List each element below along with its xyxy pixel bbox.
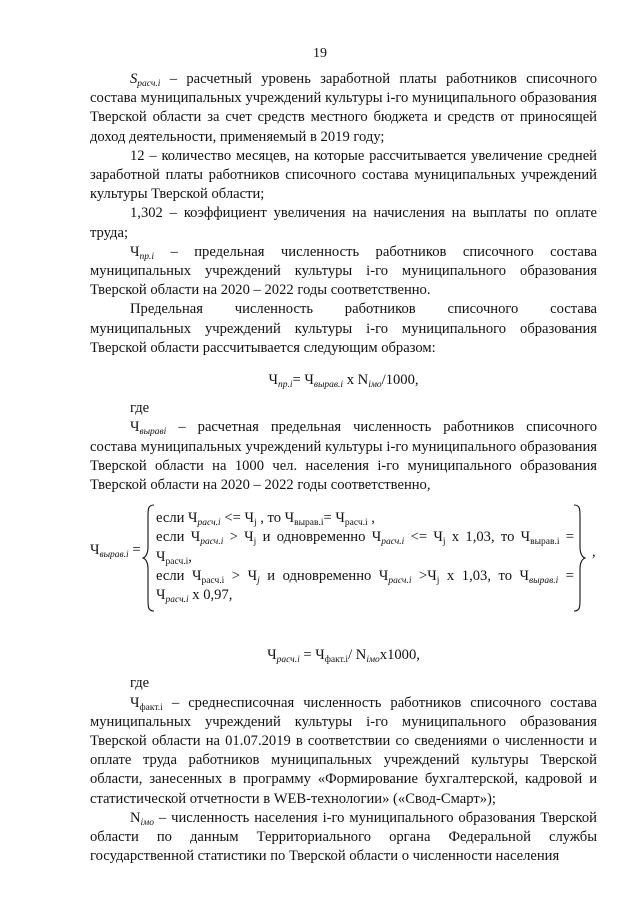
- paragraph-predel-line1: Предельная численность работников списочного состава: [130, 301, 597, 318]
- paragraph-coefficient: 1,302 – коэффициент увеличения на начисления на выплаты по оплате труда;: [90, 205, 597, 241]
- paragraph-chpr-definition: $Ч_{пр.i}$ – предельная численность работников списочного состава муниципальных учреждений культуры i-го муниципального образования Тверской области на 2020 – 2022 годы соответственно.: [90, 243, 597, 299]
- paragraph-chfakt-definition: $Ч_{факт.i}$ – среднесписочная численность работников списочного состава муниципальных учреждений культуры i-го муниципального образования Тверской области на 01.07.2019 в соответствии со сведениями о численности и оплате труда работников муниципальных учреждений культуры Тверской области, занесенных в программу «Формирование бухгалтерской, кадровой и статистической отчетности в WEB-технологии» («Свод-Смарт»);: [90, 694, 597, 807]
- case-line-2: если $Ч_{расч.i} > Ч_j$ и одновременно $Ч_{расч.i} <= Ч_j$ x 1,03, то $Ч_{вырав.i}$ =: [156, 529, 575, 548]
- piecewise-formula: [90, 503, 597, 614]
- label-gde-1: где: [130, 400, 150, 417]
- paragraph-months: 12 – количество месяцев, на которые рассчитывается увеличение средней заработной платы работников списочного состава муниципальных учреждений культуры Тверской области;: [90, 147, 597, 203]
- right-brace-icon: [572, 503, 586, 613]
- formula-chpr: $Ч_{пр.i}= Ч_{вырав.i}$ x $N_{iмо}/1000$,: [268, 372, 419, 391]
- piecewise-trailing-comma: ,: [592, 544, 596, 561]
- piecewise-label: $Ч_{вырав.i}$ =: [90, 542, 141, 561]
- document-body: [90, 70, 597, 867]
- case-line-4: если $Ч_{расч.i} > Ч_j$ и одновременно $Ч_{расч.i} >Ч_j$ x 1,03, то $Ч_{вырав.i}$ =: [156, 567, 575, 586]
- paragraph-s-definition: $S_{расч.i}$ – расчетный уровень заработной платы работников списочного состава муниципальных учреждений культуры i-го муниципального образования Тверской области за счет средств местного бюджета и средств от приносящей доход деятельности, применяемый в 2019 году;: [90, 71, 597, 145]
- piecewise-cases: [156, 509, 574, 605]
- case-line-5: $Ч_{расч.i}$ x 0,97,: [156, 587, 233, 606]
- paragraph-predel-rest: муниципальных учреждений культуры i-го муниципального образования Тверской области рассчитывается следующим образом:: [90, 320, 597, 356]
- label-gde-2: где: [130, 675, 150, 692]
- page-number: 19: [313, 46, 327, 61]
- left-brace-icon: [142, 503, 156, 613]
- case-line-1: если $Ч_{расч.i} <= Ч_j$ , то $Ч_{вырав.i}= Ч_{расч.i}$ ,: [156, 510, 375, 529]
- paragraph-nimo-definition: $N_{iмо}$ – численность населения i-го муниципального образования Тверской области по данным Территориального органа Федеральной службы государственной статистики по Тверской области о численности населения: [90, 809, 597, 865]
- case-line-3: $Ч_{расч.i}$,: [156, 548, 192, 567]
- formula-chrasch: $Ч_{расч.i} = Ч_{факт.i}/$ $N_{iмо}x1000$,: [267, 647, 420, 666]
- paragraph-chvyr-definition: $Ч_{выравi}$ – расчетная предельная численность работников списочного состава муниципальных учреждений культуры i-го муниципального образования Тверской области на 1000 чел. населения i-го муниципального образования Тверской области на 2020 – 2022 годы соответственно,: [90, 419, 597, 494]
